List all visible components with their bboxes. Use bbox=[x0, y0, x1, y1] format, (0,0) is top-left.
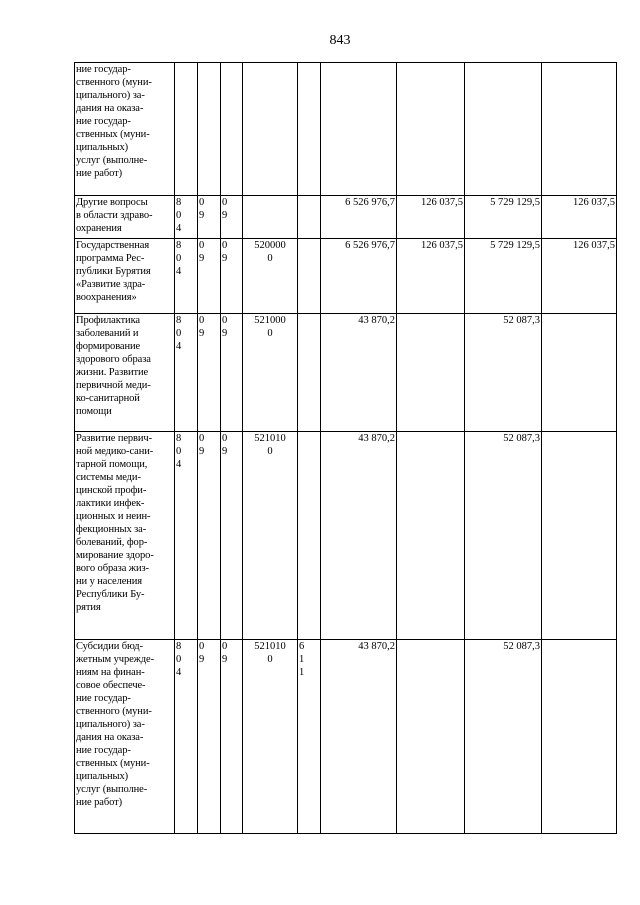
amount-2 bbox=[397, 63, 465, 196]
amount-3: 5 729 129,5 bbox=[465, 239, 542, 314]
pr-code: 0 9 bbox=[221, 314, 243, 432]
pr-code: 0 9 bbox=[221, 196, 243, 239]
glv-code bbox=[175, 63, 198, 196]
vr-code bbox=[298, 432, 321, 640]
amount-3: 5 729 129,5 bbox=[465, 196, 542, 239]
glv-code: 8 0 4 bbox=[175, 239, 198, 314]
glv-code: 8 0 4 bbox=[175, 314, 198, 432]
csr-code bbox=[243, 196, 298, 239]
table-row bbox=[75, 432, 617, 640]
row-name: Другие вопросы в области здраво- охранения bbox=[75, 196, 175, 239]
glv-code: 8 0 4 bbox=[175, 640, 198, 834]
vr-code bbox=[298, 63, 321, 196]
csr-code: 521010 0 bbox=[243, 640, 298, 834]
budget-table bbox=[74, 62, 617, 834]
amount-3: 52 087,3 bbox=[465, 314, 542, 432]
amount-2 bbox=[397, 432, 465, 640]
csr-code: 521000 0 bbox=[243, 314, 298, 432]
csr-code: 520000 0 bbox=[243, 239, 298, 314]
row-name: Развитие первич- ной медико-сани- тарной помощи, системы меди- цинской профи- лактики инфек- ционных и неин- фекционных за- болеваний, фор- мирование здоро- вого образа жиз- ни у населения Республики Бу- рятия bbox=[75, 432, 175, 640]
rz-code bbox=[198, 63, 221, 196]
rz-code: 0 9 bbox=[198, 239, 221, 314]
amount-4 bbox=[542, 314, 617, 432]
table-row bbox=[75, 63, 617, 196]
amount-4: 126 037,5 bbox=[542, 196, 617, 239]
amount-4: 126 037,5 bbox=[542, 239, 617, 314]
amount-2: 126 037,5 bbox=[397, 239, 465, 314]
amount-3: 52 087,3 bbox=[465, 640, 542, 834]
amount-1: 43 870,2 bbox=[321, 432, 397, 640]
row-name: Субсидии бюд- жетным учрежде- ниям на финан- совое обеспече- ние государ- ственного (муни- ципального) за- дания на оказа- ние государ- ственных (муни- ципальных) услуг (выполне- ние работ) bbox=[75, 640, 175, 834]
glv-code: 8 0 4 bbox=[175, 432, 198, 640]
amount-3 bbox=[465, 63, 542, 196]
amount-1: 6 526 976,7 bbox=[321, 239, 397, 314]
table-row bbox=[75, 640, 617, 834]
rz-code: 0 9 bbox=[198, 432, 221, 640]
amount-1: 43 870,2 bbox=[321, 640, 397, 834]
rz-code: 0 9 bbox=[198, 640, 221, 834]
vr-code: 6 1 1 bbox=[298, 640, 321, 834]
amount-3: 52 087,3 bbox=[465, 432, 542, 640]
rz-code: 0 9 bbox=[198, 314, 221, 432]
page-number: 843 bbox=[329, 33, 351, 48]
csr-code: 521010 0 bbox=[243, 432, 298, 640]
pr-code bbox=[221, 63, 243, 196]
pr-code: 0 9 bbox=[221, 640, 243, 834]
pr-code: 0 9 bbox=[221, 432, 243, 640]
csr-code bbox=[243, 63, 298, 196]
row-name: Профилактика заболеваний и формирование здорового образа жизни. Развитие первичной меди- ко-санитарной помощи bbox=[75, 314, 175, 432]
vr-code bbox=[298, 196, 321, 239]
vr-code bbox=[298, 314, 321, 432]
glv-code: 8 0 4 bbox=[175, 196, 198, 239]
amount-2: 126 037,5 bbox=[397, 196, 465, 239]
row-name: Государственная программа Рес- публики Бурятия «Развитие здра- воохранения» bbox=[75, 239, 175, 314]
amount-1: 6 526 976,7 bbox=[321, 196, 397, 239]
vr-code bbox=[298, 239, 321, 314]
amount-1: 43 870,2 bbox=[321, 314, 397, 432]
amount-4 bbox=[542, 63, 617, 196]
table-row bbox=[75, 196, 617, 239]
rz-code: 0 9 bbox=[198, 196, 221, 239]
amount-4 bbox=[542, 432, 617, 640]
amount-4 bbox=[542, 640, 617, 834]
table-row bbox=[75, 239, 617, 314]
row-name: ние государ- ственного (муни- ципального) за- дания на оказа- ние государ- ственных (муни- ципальных) услуг (выполне- ние работ) bbox=[75, 63, 175, 196]
table-row bbox=[75, 314, 617, 432]
pr-code: 0 9 bbox=[221, 239, 243, 314]
amount-2 bbox=[397, 314, 465, 432]
amount-2 bbox=[397, 640, 465, 834]
amount-1 bbox=[321, 63, 397, 196]
